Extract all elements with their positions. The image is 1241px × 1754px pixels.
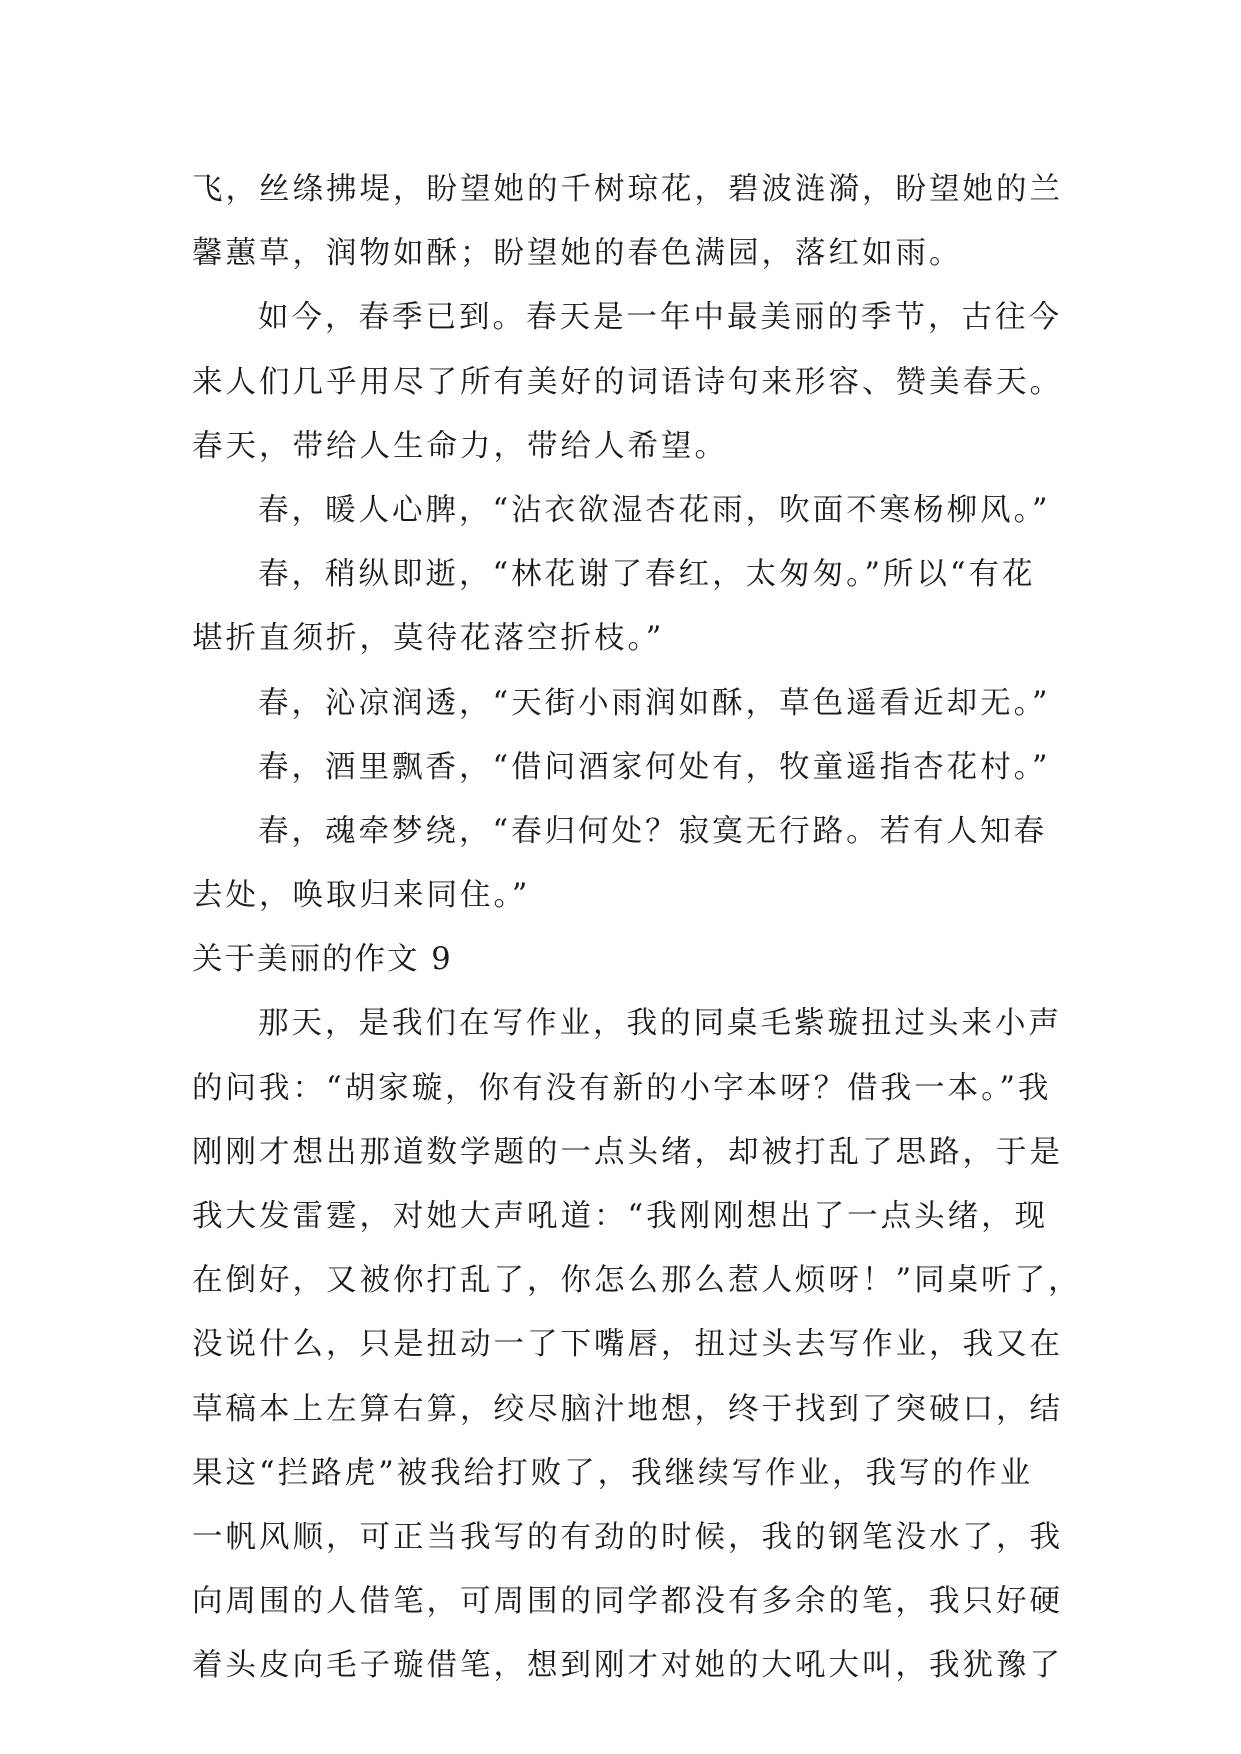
paragraph-start-line: 春，魂牵梦绕，“春归何处？寂寞无行路。若有人知春	[258, 813, 1048, 849]
text-line: 堪折直须折，莫待花落空折枝。”	[192, 621, 665, 657]
text-line: 去处，唤取归来同住。”	[192, 878, 531, 914]
section-heading: 关于美丽的作文 9	[192, 942, 453, 978]
text-line: 着头皮向毛子璇借笔，想到刚才对她的大吼大叫，我犹豫了	[192, 1648, 1063, 1684]
paragraph-start-line: 那天，是我们在写作业，我的同桌毛紫璇扭过头来小声	[258, 1006, 1062, 1042]
text-line: 的问我：“胡家璇，你有没有新的小字本呀？借我一本。”我	[192, 1070, 1052, 1106]
text-line: 没说什么，只是扭动一了下嘴唇，扭过头去写作业，我又在	[192, 1327, 1063, 1363]
paragraph-start-line: 如今，春季已到。春天是一年中最美丽的季节，古往今	[258, 300, 1062, 336]
paragraph-start-line: 春，酒里飘香，“借问酒家何处有，牧童遥指杏花村。”	[258, 749, 1051, 785]
text-line: 果这“拦路虎”被我给打败了，我继续写作业，我写的作业	[192, 1455, 1034, 1491]
document-page	[192, 158, 1082, 1699]
text-line: 向周围的人借笔，可周围的同学都没有多余的笔，我只好硬	[192, 1584, 1063, 1620]
paragraph-start-line: 春，沁凉润透，“天街小雨润如酥，草色遥看近却无。”	[258, 685, 1051, 721]
text-line: 飞，丝绦拂堤，盼望她的千树琼花，碧波涟漪，盼望她的兰	[192, 172, 1063, 207]
text-line: 来人们几乎用尽了所有美好的词语诗句来形容、赞美春天。	[192, 364, 1063, 400]
text-line: 我大发雷霆，对她大声吼道：“我刚刚想出了一点头绪，现	[192, 1199, 1049, 1234]
text-line: 春天，带给人生命力，带给人希望。	[192, 428, 728, 464]
text-line: 刚刚才想出那道数学题的一点头绪，却被打乱了思路，于是	[192, 1134, 1063, 1170]
text-line: 在倒好，又被你打乱了，你怎么那么惹人烦呀！”同桌听了，	[192, 1263, 1082, 1299]
paragraph-start-line: 春，稍纵即逝，“林花谢了春红，太匆匆。”所以“有花	[258, 557, 1036, 593]
paragraph-start-line: 春，暖人心脾，“沾衣欲湿杏花雨，吹面不寒杨柳风。”	[258, 492, 1051, 528]
text-line: 馨蕙草，润物如酥；盼望她的春色满园，落红如雨。	[192, 236, 963, 272]
text-line: 一帆风顺，可正当我写的有劲的时候，我的钢笔没水了，我	[192, 1519, 1063, 1555]
text-line: 草稿本上左算右算，绞尽脑汁地想，终于找到了突破口，结	[192, 1391, 1063, 1427]
